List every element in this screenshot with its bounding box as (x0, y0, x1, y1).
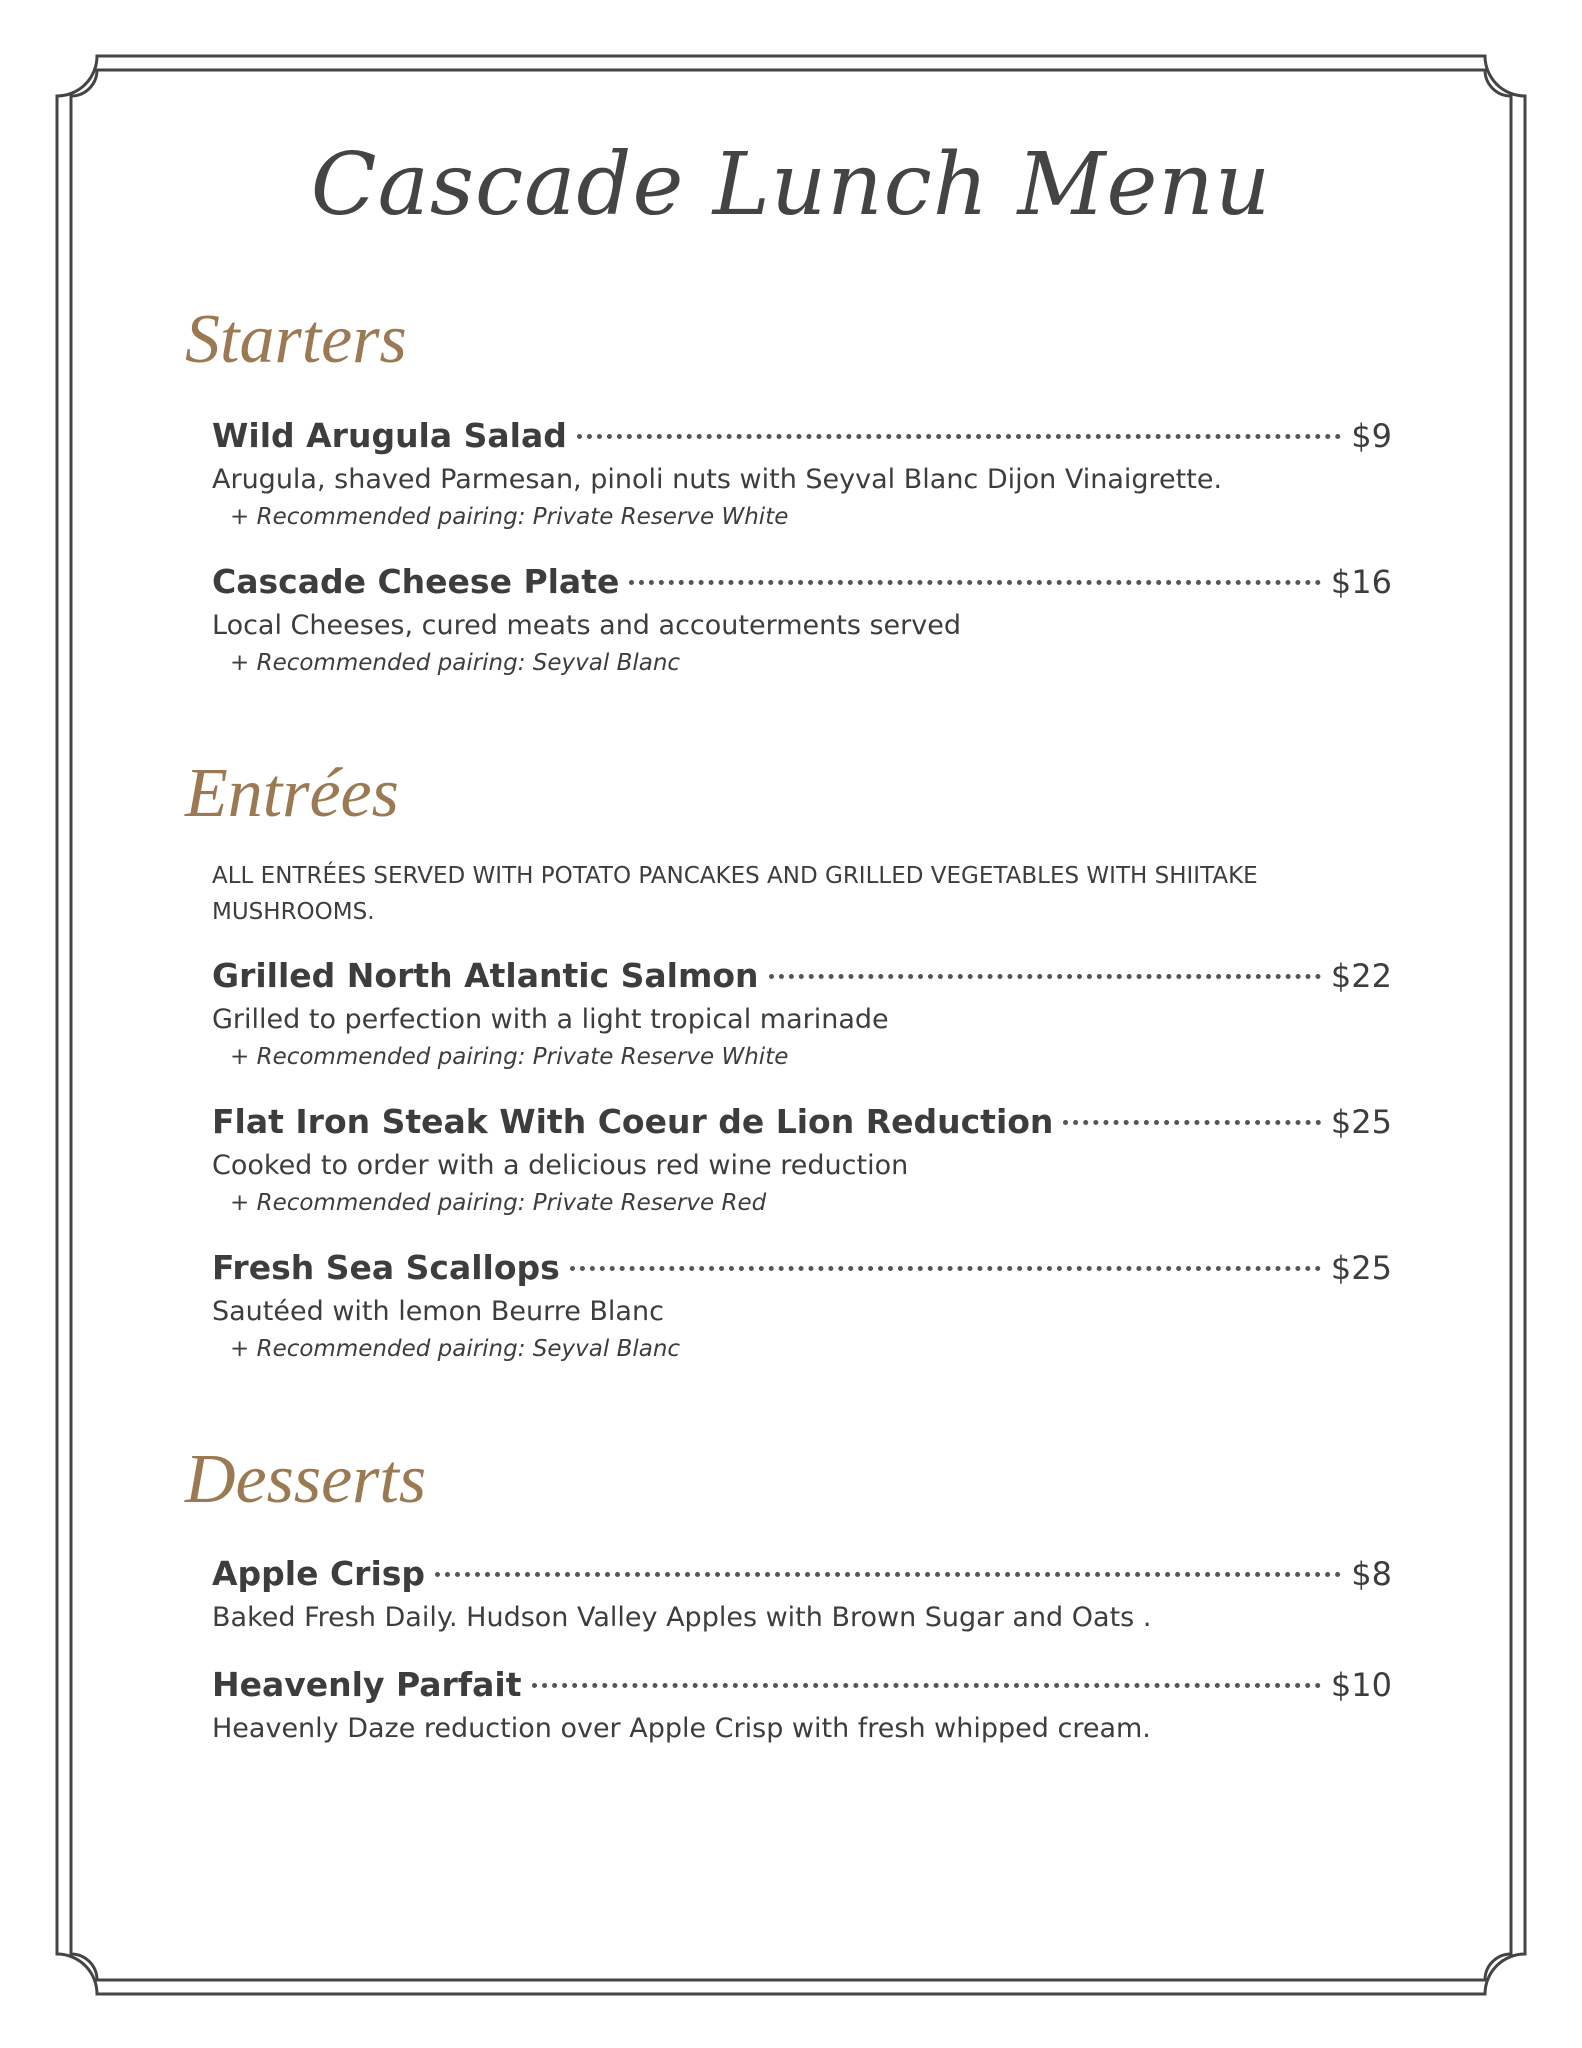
item-price: $25 (1330, 1249, 1392, 1287)
item-price: $22 (1330, 957, 1392, 995)
dot-leader (435, 1572, 1341, 1577)
item-name: Fresh Sea Scallops (212, 1248, 560, 1287)
dot-leader (769, 974, 1321, 979)
item-name: Grilled North Atlantic Salmon (212, 956, 759, 995)
dot-leader (532, 1683, 1321, 1688)
item-description: Grilled to perfection with a light tropical marinade (212, 1004, 889, 1035)
menu-item-cascade-cheese-plate (212, 562, 1392, 680)
dot-leader (1063, 1120, 1321, 1125)
item-name: Heavenly Parfait (212, 1665, 522, 1704)
section-heading-starters: Starters (185, 301, 407, 378)
item-name: Cascade Cheese Plate (212, 562, 620, 601)
item-pairing: + Recommended pairing: Seyval Blanc (230, 650, 681, 676)
item-description: Sautéed with lemon Beurre Blanc (212, 1296, 664, 1327)
menu-item-wild-arugula-salad (212, 416, 1392, 534)
dot-leader (629, 580, 1321, 585)
item-price: $9 (1351, 417, 1392, 455)
dot-leader (577, 434, 1341, 439)
item-pairing: + Recommended pairing: Private Reserve White (230, 1044, 789, 1070)
item-price: $8 (1351, 1555, 1392, 1593)
menu-title: Cascade Lunch Menu (310, 135, 1272, 235)
item-description: Local Cheeses, cured meats and accouterments served (212, 610, 961, 641)
item-description: Heavenly Daze reduction over Apple Crisp with fresh whipped cream. (212, 1713, 1151, 1744)
section-heading-entrees: Entrées (185, 755, 399, 832)
item-description: Baked Fresh Daily. Hudson Valley Apples with Brown Sugar and Oats . (212, 1602, 1152, 1633)
item-name: Apple Crisp (212, 1554, 426, 1593)
menu-item-apple-crisp (212, 1554, 1392, 1638)
item-price: $25 (1330, 1103, 1392, 1141)
entree-sides-note: ALL ENTRÉES SERVED WITH POTATO PANCAKES AND GRILLED VEGETABLES WITH SHIITAKE MUSHROOMS. (212, 863, 1258, 925)
menu-item-fresh-sea-scallops (212, 1248, 1392, 1366)
menu-item-flat-iron-steak (212, 1102, 1392, 1220)
menu-item-heavenly-parfait (212, 1665, 1392, 1749)
item-price: $10 (1330, 1666, 1392, 1704)
item-pairing: + Recommended pairing: Private Reserve Red (230, 1190, 767, 1216)
item-pairing: + Recommended pairing: Private Reserve White (230, 504, 789, 530)
section-heading-desserts: Desserts (185, 1441, 427, 1518)
item-name: Flat Iron Steak With Coeur de Lion Reduction (212, 1102, 1054, 1141)
item-name: Wild Arugula Salad (212, 416, 567, 455)
menu-item-grilled-salmon (212, 956, 1392, 1074)
item-description: Arugula, shaved Parmesan, pinoli nuts with Seyval Blanc Dijon Vinaigrette. (212, 464, 1223, 495)
item-price: $16 (1330, 563, 1392, 601)
item-description: Cooked to order with a delicious red wine reduction (212, 1150, 909, 1181)
dot-leader (570, 1266, 1321, 1271)
item-pairing: + Recommended pairing: Seyval Blanc (230, 1336, 681, 1362)
